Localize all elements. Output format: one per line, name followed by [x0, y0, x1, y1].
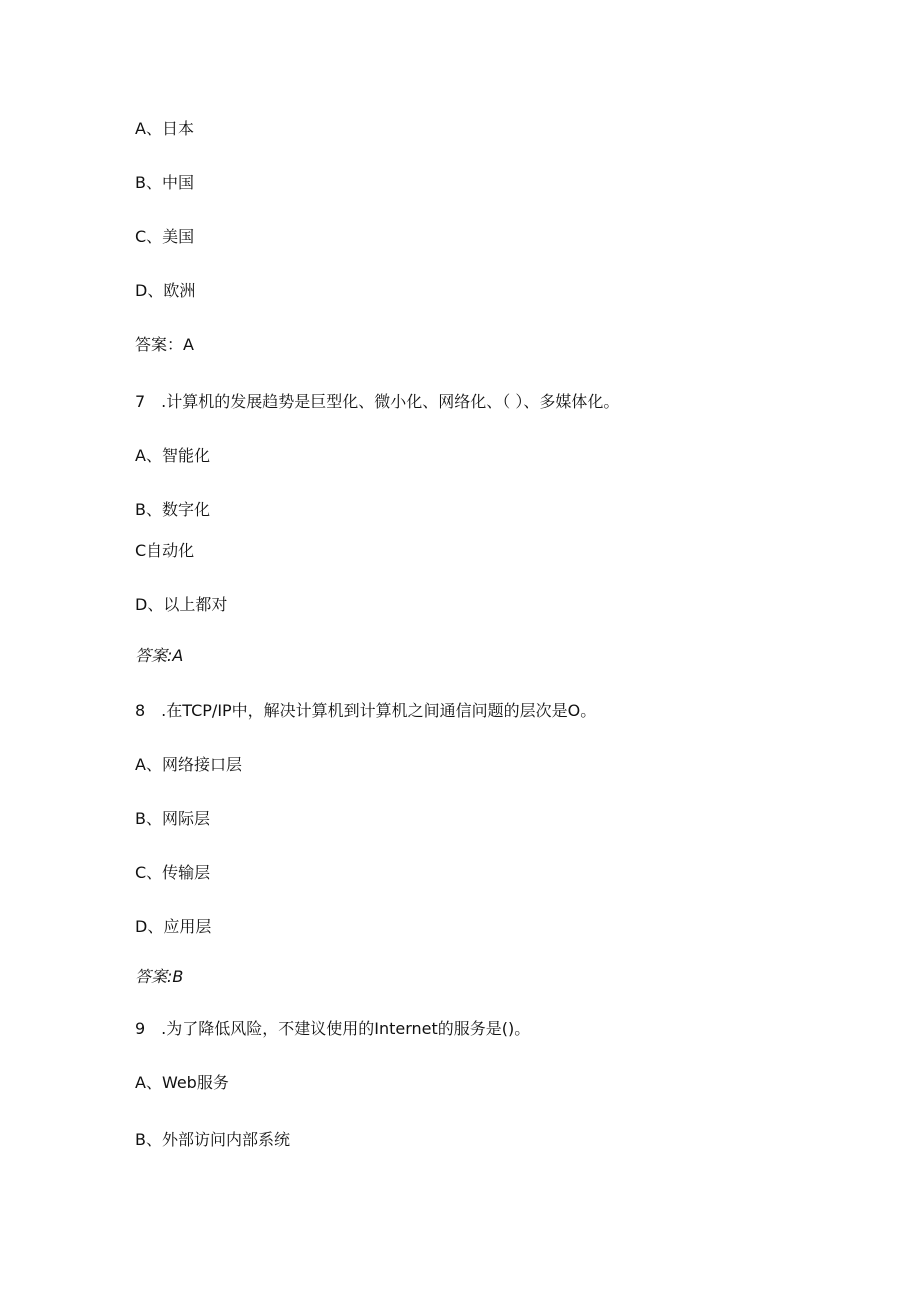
answer-q8: 答案:B: [135, 967, 184, 986]
option-c-q8: C、传输层: [135, 863, 211, 882]
option-a-q8: A、网络接口层: [135, 755, 242, 774]
answer-q7: 答案:A: [135, 646, 184, 665]
answer-q6: 答案：A: [135, 335, 194, 354]
option-b-q7: B、数字化: [135, 500, 210, 519]
option-b-q9: B、外部访问内部系统: [135, 1130, 290, 1149]
option-a-q7: A、智能化: [135, 446, 210, 465]
question-7: 7 .计算机的发展趋势是巨型化、微小化、网络化、（ ）、多媒体化。: [135, 392, 620, 411]
option-c-q7: C自动化: [135, 541, 195, 560]
question-8: 8 .在TCP/IP中，解决计算机到计算机之间通信问题的层次是O。: [135, 701, 597, 720]
option-d-q7: D、以上都对: [135, 595, 228, 614]
option-b-q6: B、中国: [135, 173, 194, 192]
question-9: 9 .为了降低风险，不建议使用的Internet的服务是()。: [135, 1019, 531, 1038]
option-b-q8: B、网际层: [135, 809, 210, 828]
option-c-q6: C、美国: [135, 227, 195, 246]
option-d-q6: D、欧洲: [135, 281, 196, 300]
option-a-q6: A、日本: [135, 119, 194, 138]
option-a-q9: A、Web服务: [135, 1073, 229, 1092]
option-d-q8: D、应用层: [135, 917, 212, 936]
